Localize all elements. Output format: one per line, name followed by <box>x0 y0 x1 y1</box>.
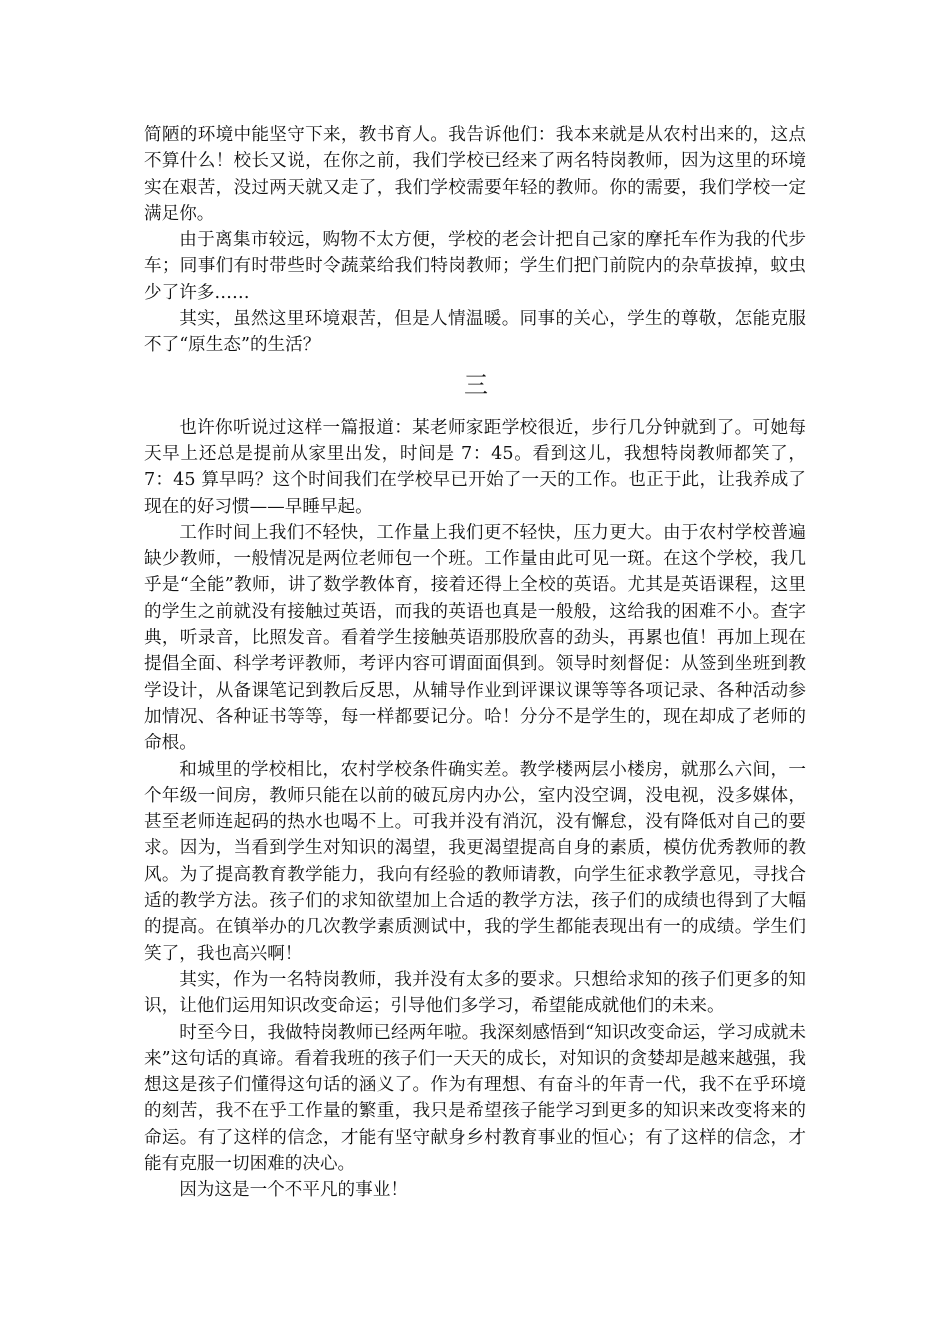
paragraph: 其实，作为一名特岗教师，我并没有太多的要求。只想给求知的孩子们更多的知识，让他们运用知识改变命运；引导他们多学习，希望能成就他们的未来。 <box>144 969 806 1017</box>
paragraph: 也许你听说过这样一篇报道：某老师家距学校很近，步行几分钟就到了。可她每天早上还总是提前从家里出发，时间是 7：45。看到这儿，我想特岗教师都笑了，7：45 算早吗？这个时间我们在学校早已开始了一天的工作。也正于此，让我养成了现在的好习惯——早睡早起。 <box>144 417 806 517</box>
section-heading: 三 <box>464 370 488 399</box>
paragraph: 时至今日，我做特岗教师已经两年啦。我深刻感悟到“知识改变命运，学习成就未来”这句话的真谛。看着我班的孩子们一天天的成长，对知识的贪婪却是越来越强，我想这是孩子们懂得这句话的涵义了。作为有理想、有奋斗的年青一代，我不在乎环境的刻苦，我不在乎工作量的繁重，我只是希望孩子能学习到更多的知识来改变将来的命运。有了这样的信念，才能有坚守献身乡村教育事业的恒心；有了这样的信念，才能有克服一切困难的决心。 <box>144 1022 806 1174</box>
paragraph: 工作时间上我们不轻快，工作量上我们更不轻快，压力更大。由于农村学校普遍缺少教师，一般情况是两位老师包一个班。工作量由此可见一斑。在这个学校，我几乎是“全能”教师，讲了数学教体育，接着还得上全校的英语。尤其是英语课程，这里的学生之前就没有接触过英语，而我的英语也真是一般般，这给我的困难不小。查字典，听录音，比照发音。看着学生接触英语那股欣喜的劲头，再累也值！再加上现在提倡全面、科学考评教师，考评内容可谓面面俱到。领导时刻督促：从签到坐班到教学设计，从备课笔记到教后反思，从辅导作业到评课议课等等各项记录、各种活动参加情况、各种证书等等，每一样都要记分。哈！分分不是学生的，现在却成了老师的命根。 <box>144 522 806 754</box>
paragraph: 和城里的学校相比，农村学校条件确实差。教学楼两层小楼房，就那么六间，一个年级一间房，教师只能在以前的破瓦房内办公，室内没空调，没电视，没多媒体，甚至老师连起码的热水也喝不上。可我并没有消沉，没有懈怠，没有降低对自己的要求。因为，当看到学生对知识的渴望，我更渴望提高自身的素质，模仿优秀教师的教风。为了提高教育教学能力，我向有经验的教师请教，向学生征求教学意见，寻找合适的教学方法。孩子们的求知欲望加上合适的教学方法，孩子们的成绩也得到了大幅的提高。在镇举办的几次教学素质测试中，我的学生都能表现出有一的成绩。学生们笑了，我也高兴啊！ <box>144 759 806 964</box>
paragraph: 其实，虽然这里环境艰苦，但是人情温暖。同事的关心，学生的尊敬，怎能克服不了“原生态”的生活？ <box>144 309 806 356</box>
paragraph: 由于离集市较远，购物不太方便，学校的老会计把自己家的摩托车作为我的代步车；同事们有时带些时令蔬菜给我们特岗教师；学生们把门前院内的杂草拔掉，蚊虫少了许多…… <box>144 230 806 303</box>
paragraph-continued: 简陋的环境中能坚守下来，教书育人。我告诉他们：我本来就是从农村出来的，这点不算什么！校长又说，在你之前，我们学校已经来了两名特岗教师，因为这里的环境实在艰苦，没过两天就又走了，我们学校需要年轻的教师。你的需要，我们学校一定满足你。 <box>144 125 806 224</box>
closing-line: 因为这是一个不平凡的事业！ <box>179 1180 408 1201</box>
document-page <box>144 122 806 1204</box>
